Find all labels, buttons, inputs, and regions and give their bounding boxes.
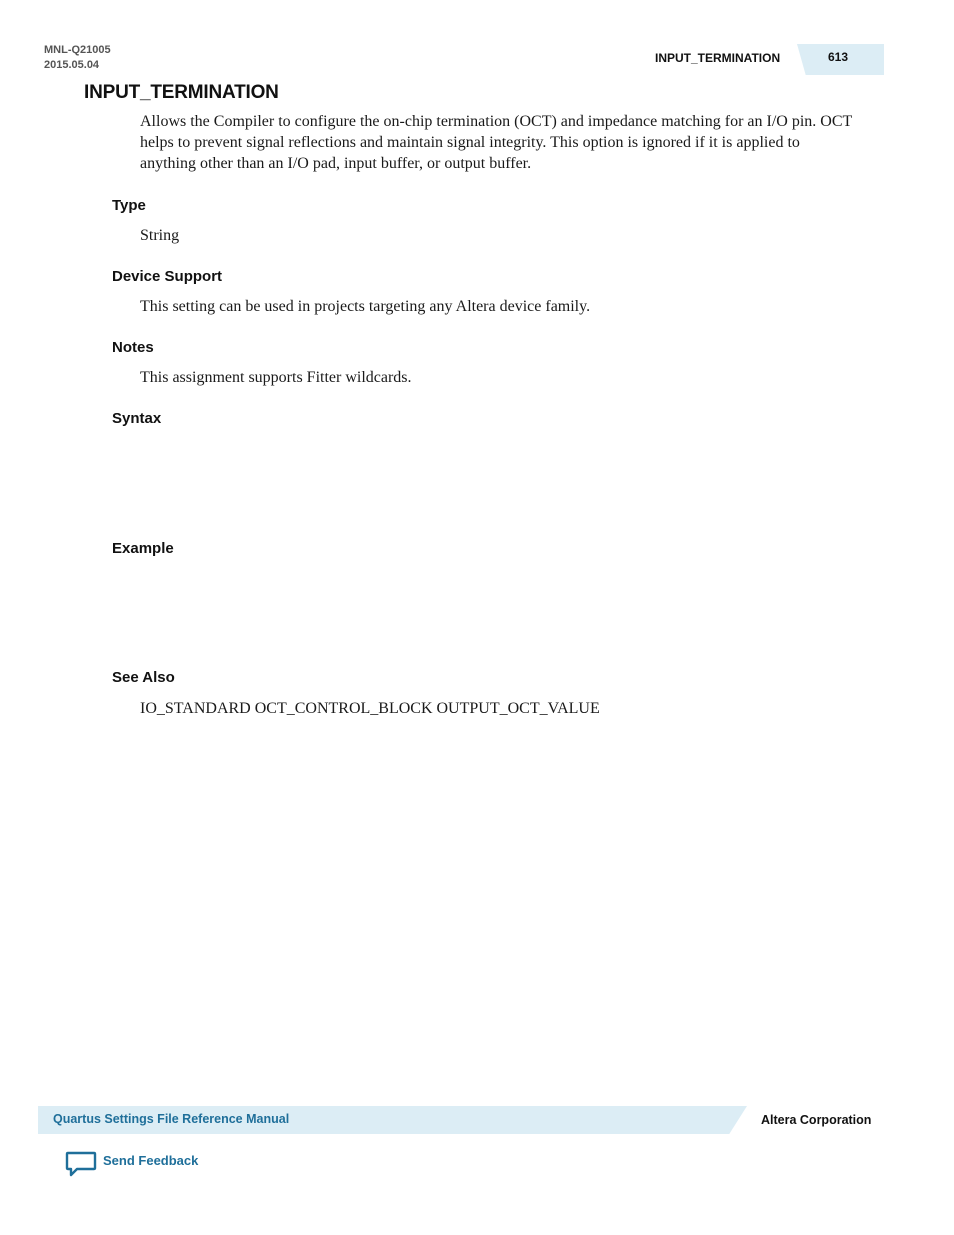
- section-body-type: String: [140, 227, 180, 244]
- section-heading-see-also: See Also: [112, 669, 175, 686]
- footer-manual-title[interactable]: Quartus Settings File Reference Manual: [53, 1112, 290, 1126]
- section-body-see-also: IO_STANDARD OCT_CONTROL_BLOCK OUTPUT_OCT_VALUE: [140, 700, 600, 717]
- description-text: Allows the Compiler to configure the on-chip termination (OCT) and impedance matching for an I/O pin. OCT helps to prevent signal reflections and maintain signal integrity. This option is ignored if it is applied to anything other than an I/O pad, input buffer, or output buffer.: [140, 113, 852, 172]
- document-date: 2015.05.04: [44, 59, 100, 71]
- document-id-block: [44, 43, 111, 73]
- section-heading-syntax: Syntax: [112, 410, 162, 427]
- section-body-notes: This assignment supports Fitter wildcards.: [140, 369, 412, 386]
- page-number: 613: [828, 50, 849, 64]
- section-heading-example: Example: [112, 540, 174, 557]
- section-heading-device-support: Device Support: [112, 268, 223, 285]
- feedback-speech-bubble-icon[interactable]: [65, 1150, 97, 1178]
- document-number: MNL-Q21005: [44, 44, 111, 56]
- section-heading-type: Type: [112, 197, 146, 214]
- section-body-device-support: This setting can be used in projects targeting any Altera device family.: [140, 298, 591, 315]
- section-heading-notes: Notes: [112, 339, 154, 356]
- running-header-title: INPUT_TERMINATION: [655, 51, 781, 65]
- footer-company-name: Altera Corporation: [761, 1113, 872, 1127]
- send-feedback-link[interactable]: Send Feedback: [103, 1153, 199, 1168]
- page-title: INPUT_TERMINATION: [84, 82, 279, 103]
